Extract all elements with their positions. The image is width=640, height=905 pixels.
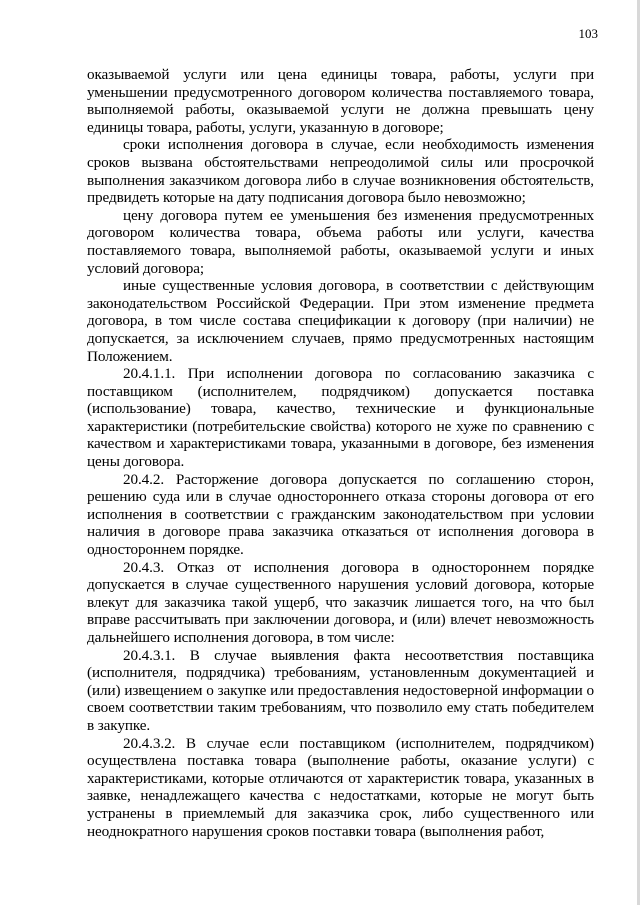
page-number: 103 xyxy=(578,26,598,41)
paragraph-20-4-3-2: 20.4.3.2. В случае если поставщиком (исполнителем, подрядчиком) осуществлена поставка товара (выполнение работы, оказание услуги) с характеристиками, которые отличаются от характеристик товара, указанных в заявке, ненадлежащего качества с недостатками, которые не могут быть устранены в приемлемый для заказчика срок, либо существенного или неоднократного нарушения сроков поставки товара (выполнения работ, xyxy=(87,734,594,840)
paragraph-other-conditions: иные существенные условия договора, в соответствии с действующим законодательством Российской Федерации. При этом изменение предмета договора, в том числе состава спецификации к договору (при наличии) не допускается, за исключением случаев, прямо предусмотренных настоящим Положением. xyxy=(87,277,594,365)
body-text xyxy=(87,66,594,840)
paragraph-price-reduction: цену договора путем ее уменьшения без изменения предусмотренных договором количества товара, объема работы или услуги, качества поставляемого товара, выполняемой работы, оказываемой услуги и иных условий договора; xyxy=(87,206,594,277)
paragraph-continuation: оказываемой услуги или цена единицы товара, работы, услуги при уменьшении предусмотренного договором количества поставляемого товара, выполняемой работы, оказываемой услуги не должна превышать цену единицы товара, работы, услуги, указанную в договоре; xyxy=(87,66,594,136)
paragraph-20-4-1-1: 20.4.1.1. При исполнении договора по согласованию заказчика с поставщиком (исполнителем, подрядчиком) допускается поставка (использование) товара, качество, технические и функциональные характеристики (потребительские свойства) которого не хуже по сравнению с качеством и характеристиками товара, указанными в договоре, без изменения цены договора. xyxy=(87,365,594,471)
paragraph-20-4-3-1: 20.4.3.1. В случае выявления факта несоответствия поставщика (исполнителя, подрядчика) требованиям, установленным документацией и (или) извещением о закупке или предоставления недостоверной информации о своем соответствии таким требованиям, что позволило ему стать победителем в закупке. xyxy=(87,646,594,734)
paragraph-term-change: сроки исполнения договора в случае, если необходимость изменения сроков вызвана обстоятельствами непреодолимой силы или просрочкой выполнения заказчиком договора либо в случае возникновения обстоятельств, предвидеть которые на дату подписания договора было невозможно; xyxy=(87,136,594,207)
paragraph-20-4-3: 20.4.3. Отказ от исполнения договора в одностороннем порядке допускается в случае существенного нарушения условий договора, которые влекут для заказчика такой ущерб, что заказчик лишается того, на что был вправе рассчитывать при заключении договора, и (или) влечет невозможность дальнейшего исполнения договора, в том числе: xyxy=(87,558,594,646)
paragraph-20-4-2: 20.4.2. Расторжение договора допускается по соглашению сторон, решению суда или в случае одностороннего отказа стороны договора от его исполнения в соответствии с гражданским законодательством при условии наличия в договоре права заказчика отказаться от исполнения договора в одностороннем порядке. xyxy=(87,470,594,559)
